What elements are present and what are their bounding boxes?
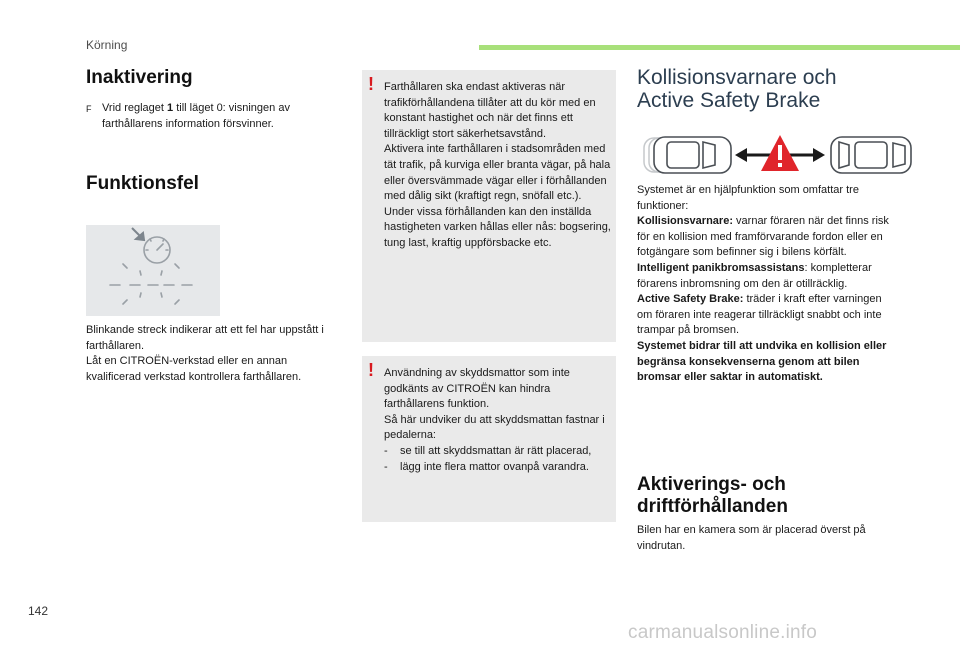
cars-collision-warning-icon [643,134,915,177]
inactivation-instruction [86,101,336,132]
inactivation-text: Vrid reglaget 1 till läget 0: visningen av farthållarens information försvinner. [102,102,290,130]
warning-box-mats [362,356,616,522]
page-number: 142 [28,604,49,618]
speedometer-warning-icon [86,225,220,316]
collision-title: Kollisionsvarnare och Active Safety Brake [637,66,837,112]
conditions-text: Bilen har en kamera som är placerad överst på vindrutan. [637,524,866,552]
warning-mats-text: Användning av skyddsmattor som inte godkänts av CITROËN kan hindra farthållarens funktion. Så här undviker du att skyddsmattan fastnar i pedalerna: - se till att skyddsmattan är rätt placerad, - lägg inte flera mattor ovanpå varandra. [384,366,611,475]
list-item: - se till att skyddsmattan är rätt placerad, [384,444,592,457]
conditions-heading: Aktiverings- och driftförhållanden [637,474,788,517]
warning-exclamation-icon: ! [368,360,374,380]
collision-description: Systemet är en hjälpfunktion som omfattar tre funktioner: Kollisionsvarnare: varnar föraren när det finns risk för en kollision med framförvarande fordon eller en fotgängare som befinner sig i bilens körfält. Intelligent panikbromsassistans: kompletterar förarens inbromsning om den är otillräcklig. Active Safety Brake: träder i kraft efter varningen om föraren inte reagerar tillräckligt snabbt och inte trampar på bromsen. Systemet bidrar till att undvika en kollision eller begränsa konsekvenserna genom att bilen bromsar eller saktar in automatiskt. [637,184,889,384]
warning-usage-text: Farthållaren ska endast aktiveras när trafikförhållandena tillåter att du kör med en konstant hastighet och när det finns ett tillräckligt stort säkerhetsavstånd. Aktivera inte farthållaren i stadsområden med tät trafik, på kurviga eller branta vägar, på hala eller översvämmade vägar eller i förhållanden med dålig sikt (kraftigt regn, snöfall etc.). Under vissa förhållanden kan den inställda hastigheten varken hållas eller nås: bogsering, tung last, kraftig uppförsbacke etc. [384,81,611,249]
bullet-arrow-icon: F [86,104,92,114]
malfunction-heading: Funktionsfel [86,173,199,194]
inactivation-heading: Inaktivering [86,67,193,88]
list-item: - lägg inte flera mattor ovanpå varandra. [384,460,589,473]
malfunction-text: Blinkande streck indikerar att ett fel har uppstått i farthållaren. Låt en CITROËN-verkstad eller en annan kvalificerad verkstad kontrollera farthållaren. [86,324,324,383]
section-accent-bar [479,45,960,50]
warning-box-usage [362,70,616,342]
watermark: carmanualsonline.info [628,622,818,643]
warning-exclamation-icon: ! [368,74,374,94]
section-label: Körning [86,38,128,52]
